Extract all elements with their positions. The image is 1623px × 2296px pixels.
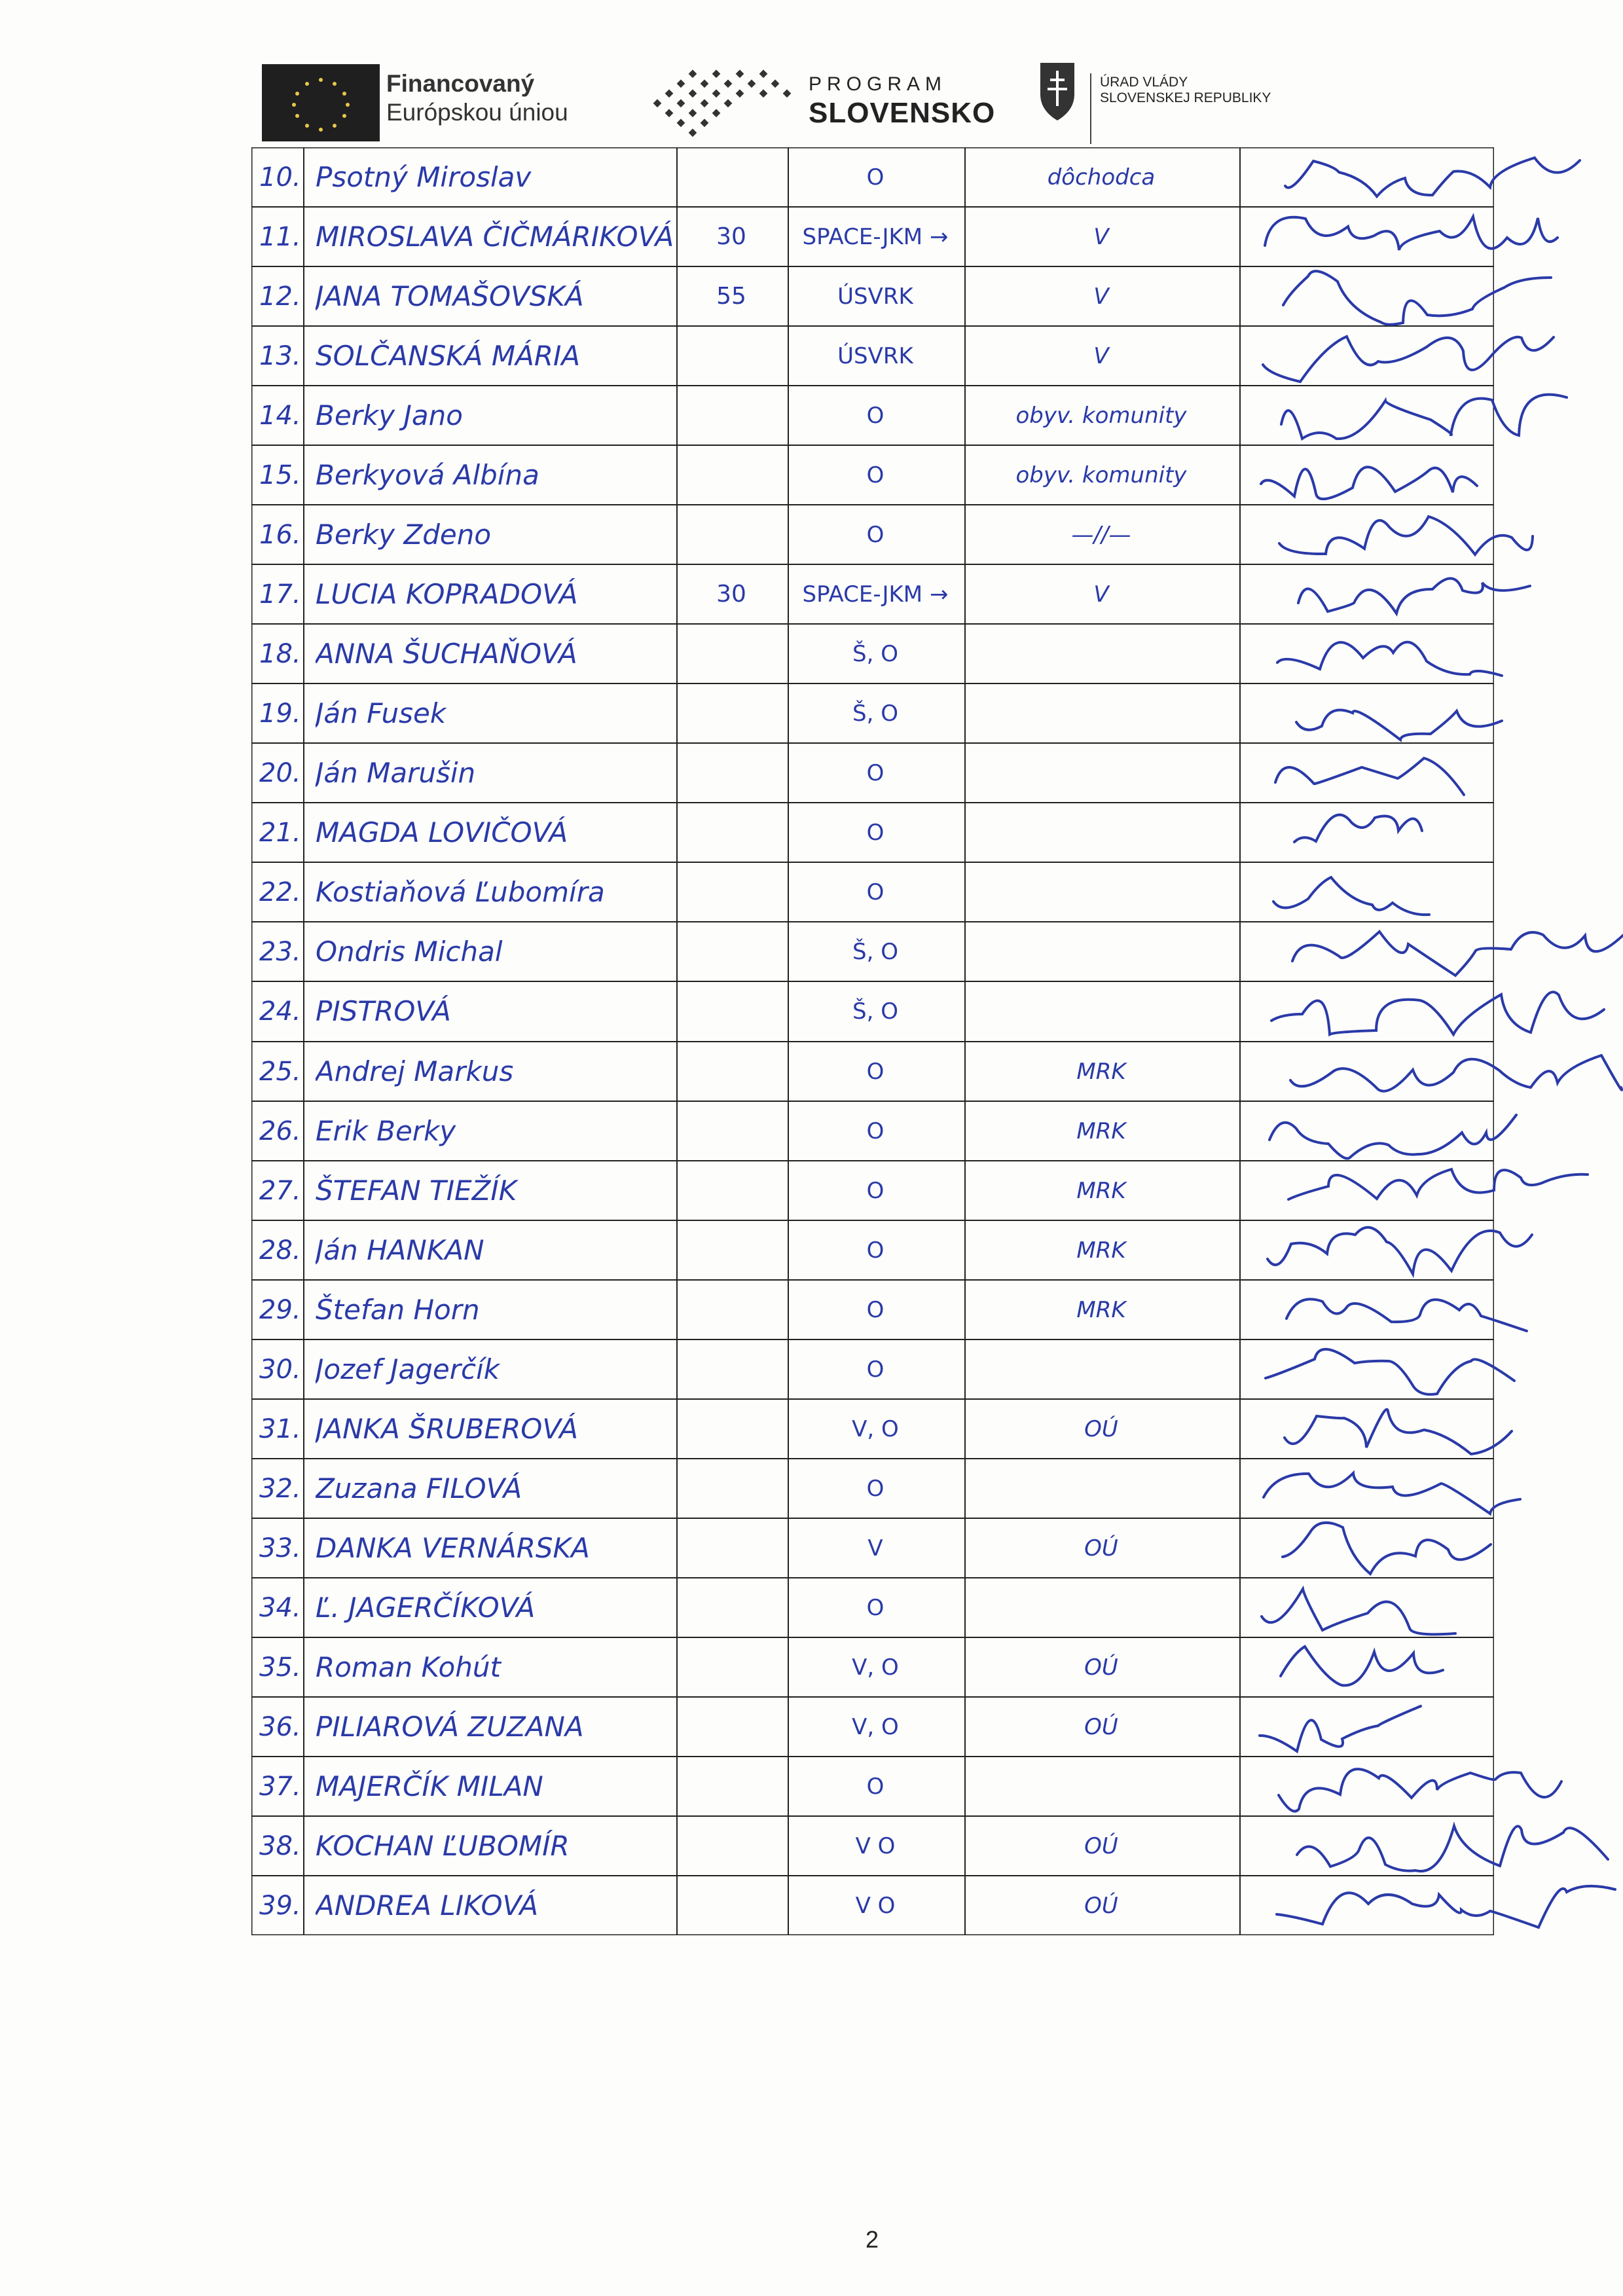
program-slovensko-logo bbox=[648, 64, 802, 141]
row-name: Andrej Markus bbox=[316, 1055, 514, 1087]
handwritten-signature bbox=[1262, 1589, 1455, 1634]
row-num: 23. bbox=[259, 936, 301, 967]
row-name: Psotný Miroslav bbox=[316, 161, 532, 193]
row-note: OÚ bbox=[1084, 1892, 1118, 1919]
row-num: 25. bbox=[259, 1056, 301, 1087]
row-name: JANKA ŠRUBEROVÁ bbox=[316, 1413, 578, 1445]
row-num: 11. bbox=[259, 221, 301, 252]
row-name: Štefan Horn bbox=[316, 1294, 480, 1326]
row-name: Ján HANKAN bbox=[316, 1234, 484, 1266]
row-status: Š, O bbox=[852, 998, 898, 1025]
row-name: MIROSLAVA ČIČMÁRIKOVÁ bbox=[316, 221, 674, 253]
row-note: OÚ bbox=[1084, 1713, 1118, 1740]
row-note: V bbox=[1093, 581, 1109, 608]
row-status: Š, O bbox=[852, 938, 898, 965]
row-num: 36. bbox=[259, 1711, 301, 1742]
page-header bbox=[262, 60, 1349, 145]
row-name: MAGDA LOVIČOVÁ bbox=[316, 816, 568, 848]
handwritten-signature bbox=[1281, 1647, 1443, 1685]
row-name: LUCIA KOPRADOVÁ bbox=[316, 578, 578, 610]
row-status: O bbox=[866, 1475, 884, 1502]
row-num: 13. bbox=[259, 340, 301, 371]
row-note: dôchodca bbox=[1047, 164, 1156, 191]
row-status: V, O bbox=[852, 1654, 899, 1681]
handwritten-signature bbox=[1260, 1706, 1421, 1751]
signature-column bbox=[251, 147, 1494, 1935]
row-num: 27. bbox=[259, 1175, 301, 1206]
row-name: DANKA VERNÁRSKA bbox=[316, 1532, 590, 1564]
row-name: JANA TOMAŠOVSKÁ bbox=[316, 280, 584, 312]
handwritten-signature bbox=[1294, 815, 1422, 842]
row-name: ANNA ŠUCHAŇOVÁ bbox=[316, 638, 577, 670]
row-name: PILIAROVÁ ZUZANA bbox=[316, 1711, 584, 1743]
handwritten-signature bbox=[1290, 1055, 1622, 1091]
handwritten-signature bbox=[1285, 158, 1580, 196]
row-status: O bbox=[866, 1356, 884, 1383]
row-num: 20. bbox=[259, 757, 301, 788]
row-num: 14. bbox=[259, 400, 301, 431]
row-num: 18. bbox=[259, 638, 301, 669]
handwritten-signature bbox=[1279, 1769, 1561, 1811]
page-number: 2 bbox=[866, 2226, 879, 2253]
row-name: Berky Zdeno bbox=[316, 519, 492, 551]
handwritten-signature bbox=[1281, 395, 1567, 439]
row-status: O bbox=[866, 164, 884, 191]
program-slovensko-text bbox=[809, 73, 1025, 130]
row-status: O bbox=[866, 1773, 884, 1800]
handwritten-signature bbox=[1296, 710, 1502, 740]
office-line-2: SLOVENSKEJ REPUBLIKY bbox=[1100, 90, 1271, 105]
office-line-1: ÚRAD VLÁDY bbox=[1100, 75, 1188, 90]
row-num: 32. bbox=[259, 1473, 301, 1504]
row-status: O bbox=[866, 521, 884, 548]
row-age: 55 bbox=[716, 283, 746, 310]
row-num: 19. bbox=[259, 698, 301, 729]
row-note: MRK bbox=[1076, 1058, 1126, 1085]
handwritten-signature bbox=[1283, 1523, 1491, 1574]
handwritten-signature bbox=[1266, 1349, 1514, 1394]
handwritten-signature bbox=[1265, 217, 1558, 250]
handwritten-signature bbox=[1279, 517, 1533, 555]
eu-line-2: Európskou úniou bbox=[386, 99, 568, 126]
handwritten-signature bbox=[1285, 1410, 1512, 1454]
program-label: PROGRAM bbox=[809, 73, 947, 95]
row-name: Ľ. JAGERČÍKOVÁ bbox=[316, 1592, 536, 1624]
row-status: O bbox=[866, 1177, 884, 1204]
row-status: O bbox=[866, 462, 884, 488]
handwritten-signature bbox=[1292, 932, 1623, 975]
slovak-emblem-icon bbox=[1038, 60, 1077, 126]
row-name: Erik Berky bbox=[316, 1115, 456, 1147]
handwritten-signature bbox=[1273, 877, 1429, 915]
handwritten-signature bbox=[1297, 1826, 1608, 1871]
row-status: O bbox=[866, 402, 884, 429]
row-status: V O bbox=[855, 1832, 896, 1859]
row-note: V bbox=[1093, 223, 1109, 250]
row-age: 30 bbox=[716, 223, 746, 250]
handwritten-signature bbox=[1283, 271, 1551, 325]
row-status: O bbox=[866, 759, 884, 786]
row-name: ŠTEFAN TIEŽÍK bbox=[316, 1175, 517, 1207]
row-name: Kostiaňová Ľubomíra bbox=[316, 876, 605, 908]
row-status: O bbox=[866, 819, 884, 846]
row-num: 26. bbox=[259, 1116, 301, 1146]
eu-funding-text bbox=[386, 69, 622, 127]
row-num: 39. bbox=[259, 1890, 301, 1921]
row-name: PISTROVÁ bbox=[316, 995, 451, 1027]
attendance-table bbox=[251, 147, 1494, 1935]
row-note: OÚ bbox=[1084, 1832, 1118, 1859]
program-name: SLOVENSKO bbox=[809, 97, 996, 129]
eu-flag-logo bbox=[262, 64, 380, 141]
header-divider bbox=[1090, 73, 1091, 144]
row-note: OÚ bbox=[1084, 1415, 1118, 1442]
row-status: SPACE-JKM → bbox=[802, 223, 949, 250]
row-note: obyv. komunity bbox=[1015, 462, 1187, 488]
row-note: —//— bbox=[1071, 521, 1131, 548]
row-note: OÚ bbox=[1084, 1654, 1118, 1681]
row-note: V bbox=[1093, 342, 1109, 369]
row-note: OÚ bbox=[1084, 1535, 1118, 1561]
row-num: 35. bbox=[259, 1652, 301, 1683]
row-name: KOCHAN ĽUBOMÍR bbox=[316, 1830, 570, 1862]
row-status: ÚSVRK bbox=[837, 283, 913, 310]
handwritten-signature bbox=[1271, 992, 1604, 1034]
row-name: ANDREA LIKOVÁ bbox=[316, 1889, 539, 1922]
row-status: O bbox=[866, 1058, 884, 1085]
row-num: 10. bbox=[259, 162, 301, 192]
row-num: 24. bbox=[259, 996, 301, 1027]
row-name: Berky Jano bbox=[316, 399, 463, 431]
row-status: V, O bbox=[852, 1713, 899, 1740]
handwritten-signature bbox=[1286, 1299, 1527, 1331]
row-note: MRK bbox=[1076, 1296, 1126, 1323]
row-num: 33. bbox=[259, 1533, 301, 1563]
handwritten-signature bbox=[1275, 758, 1464, 795]
handwritten-signature bbox=[1288, 1169, 1588, 1199]
row-num: 28. bbox=[259, 1235, 301, 1266]
row-status: O bbox=[866, 1237, 884, 1264]
row-num: 21. bbox=[259, 817, 301, 848]
eu-line-1: Financovaný bbox=[386, 70, 535, 97]
row-status: SPACE-JKM → bbox=[802, 581, 949, 608]
row-name: Roman Kohút bbox=[316, 1651, 501, 1683]
row-age: 30 bbox=[716, 581, 746, 608]
government-office-text bbox=[1100, 75, 1355, 106]
row-status: Š, O bbox=[852, 640, 898, 667]
row-name: Ján Marušin bbox=[316, 757, 476, 789]
row-status: V, O bbox=[852, 1415, 899, 1442]
row-num: 16. bbox=[259, 519, 301, 550]
row-status: Š, O bbox=[852, 700, 898, 727]
row-status: V O bbox=[855, 1892, 896, 1919]
row-num: 34. bbox=[259, 1592, 301, 1623]
row-status: O bbox=[866, 1118, 884, 1144]
row-name: SOLČANSKÁ MÁRIA bbox=[316, 340, 581, 372]
row-num: 29. bbox=[259, 1294, 301, 1325]
row-name: Berkyová Albína bbox=[316, 459, 539, 491]
row-note: obyv. komunity bbox=[1015, 402, 1187, 429]
row-num: 31. bbox=[259, 1413, 301, 1444]
row-name: Zuzana FILOVÁ bbox=[316, 1472, 522, 1504]
handwritten-signature bbox=[1267, 1228, 1532, 1274]
row-status: O bbox=[866, 1594, 884, 1621]
row-status: O bbox=[866, 1296, 884, 1323]
row-note: MRK bbox=[1076, 1237, 1126, 1264]
handwritten-signature bbox=[1263, 337, 1554, 382]
row-num: 15. bbox=[259, 460, 301, 490]
row-note: MRK bbox=[1076, 1177, 1126, 1204]
row-num: 30. bbox=[259, 1354, 301, 1385]
row-status: V bbox=[867, 1535, 883, 1561]
handwritten-signature bbox=[1269, 1115, 1516, 1159]
row-name: MAJERČÍK MILAN bbox=[316, 1770, 543, 1802]
row-num: 38. bbox=[259, 1831, 301, 1861]
row-num: 12. bbox=[259, 281, 301, 312]
handwritten-signature bbox=[1261, 467, 1477, 499]
row-status: O bbox=[866, 879, 884, 905]
row-status: ÚSVRK bbox=[837, 342, 913, 369]
row-name: Ondris Michal bbox=[316, 936, 503, 968]
handwritten-signature bbox=[1277, 1886, 1615, 1927]
row-name: Jozef Jagerčík bbox=[316, 1353, 500, 1385]
row-note: MRK bbox=[1076, 1118, 1126, 1144]
handwritten-signature bbox=[1264, 1473, 1520, 1514]
row-num: 37. bbox=[259, 1771, 301, 1802]
row-num: 22. bbox=[259, 877, 301, 907]
row-note: V bbox=[1093, 283, 1109, 310]
handwritten-signature bbox=[1298, 578, 1530, 613]
handwritten-signature bbox=[1277, 642, 1502, 676]
row-name: Ján Fusek bbox=[316, 697, 447, 729]
row-num: 17. bbox=[259, 579, 301, 610]
